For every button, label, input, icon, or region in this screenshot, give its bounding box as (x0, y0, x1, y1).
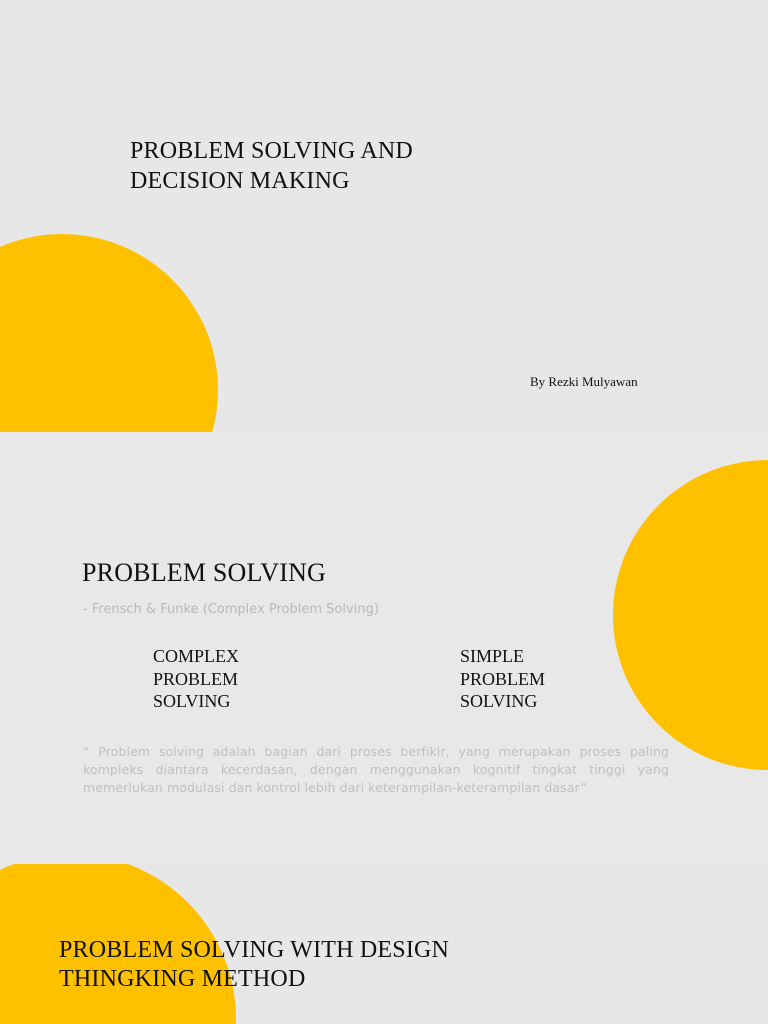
simple-problem-solving-label: SIMPLE PROBLEM SOLVING (460, 646, 546, 711)
definition-quote: “ Problem solving adalah bagian dari proses berfikir, yang merupakan proses paling kompleks diantara kecerdasan, dengan menggunakan kognitif tingkat tinggi yang memerlukan modulasi dan kontrol lebih dari keterampilan-keterampilan dasar” (83, 744, 669, 795)
decorative-yellow-circle (613, 460, 768, 770)
slide-heading: PROBLEM SOLVING WITH DESIGN THINGKING METHOD (59, 937, 450, 992)
slide-title (0, 0, 768, 432)
slide-design-thinking (0, 864, 768, 1024)
source-citation: - Frensch & Funke (Complex Problem Solving) (83, 602, 379, 617)
slide-problem-solving (0, 432, 768, 864)
slide-heading: PROBLEM SOLVING (82, 558, 327, 587)
decorative-yellow-circle (0, 234, 218, 432)
presentation-title: PROBLEM SOLVING AND DECISION MAKING (130, 138, 413, 194)
author-byline: By Rezki Mulyawan (530, 374, 638, 389)
complex-problem-solving-label: COMPLEX PROBLEM SOLVING (153, 646, 240, 711)
